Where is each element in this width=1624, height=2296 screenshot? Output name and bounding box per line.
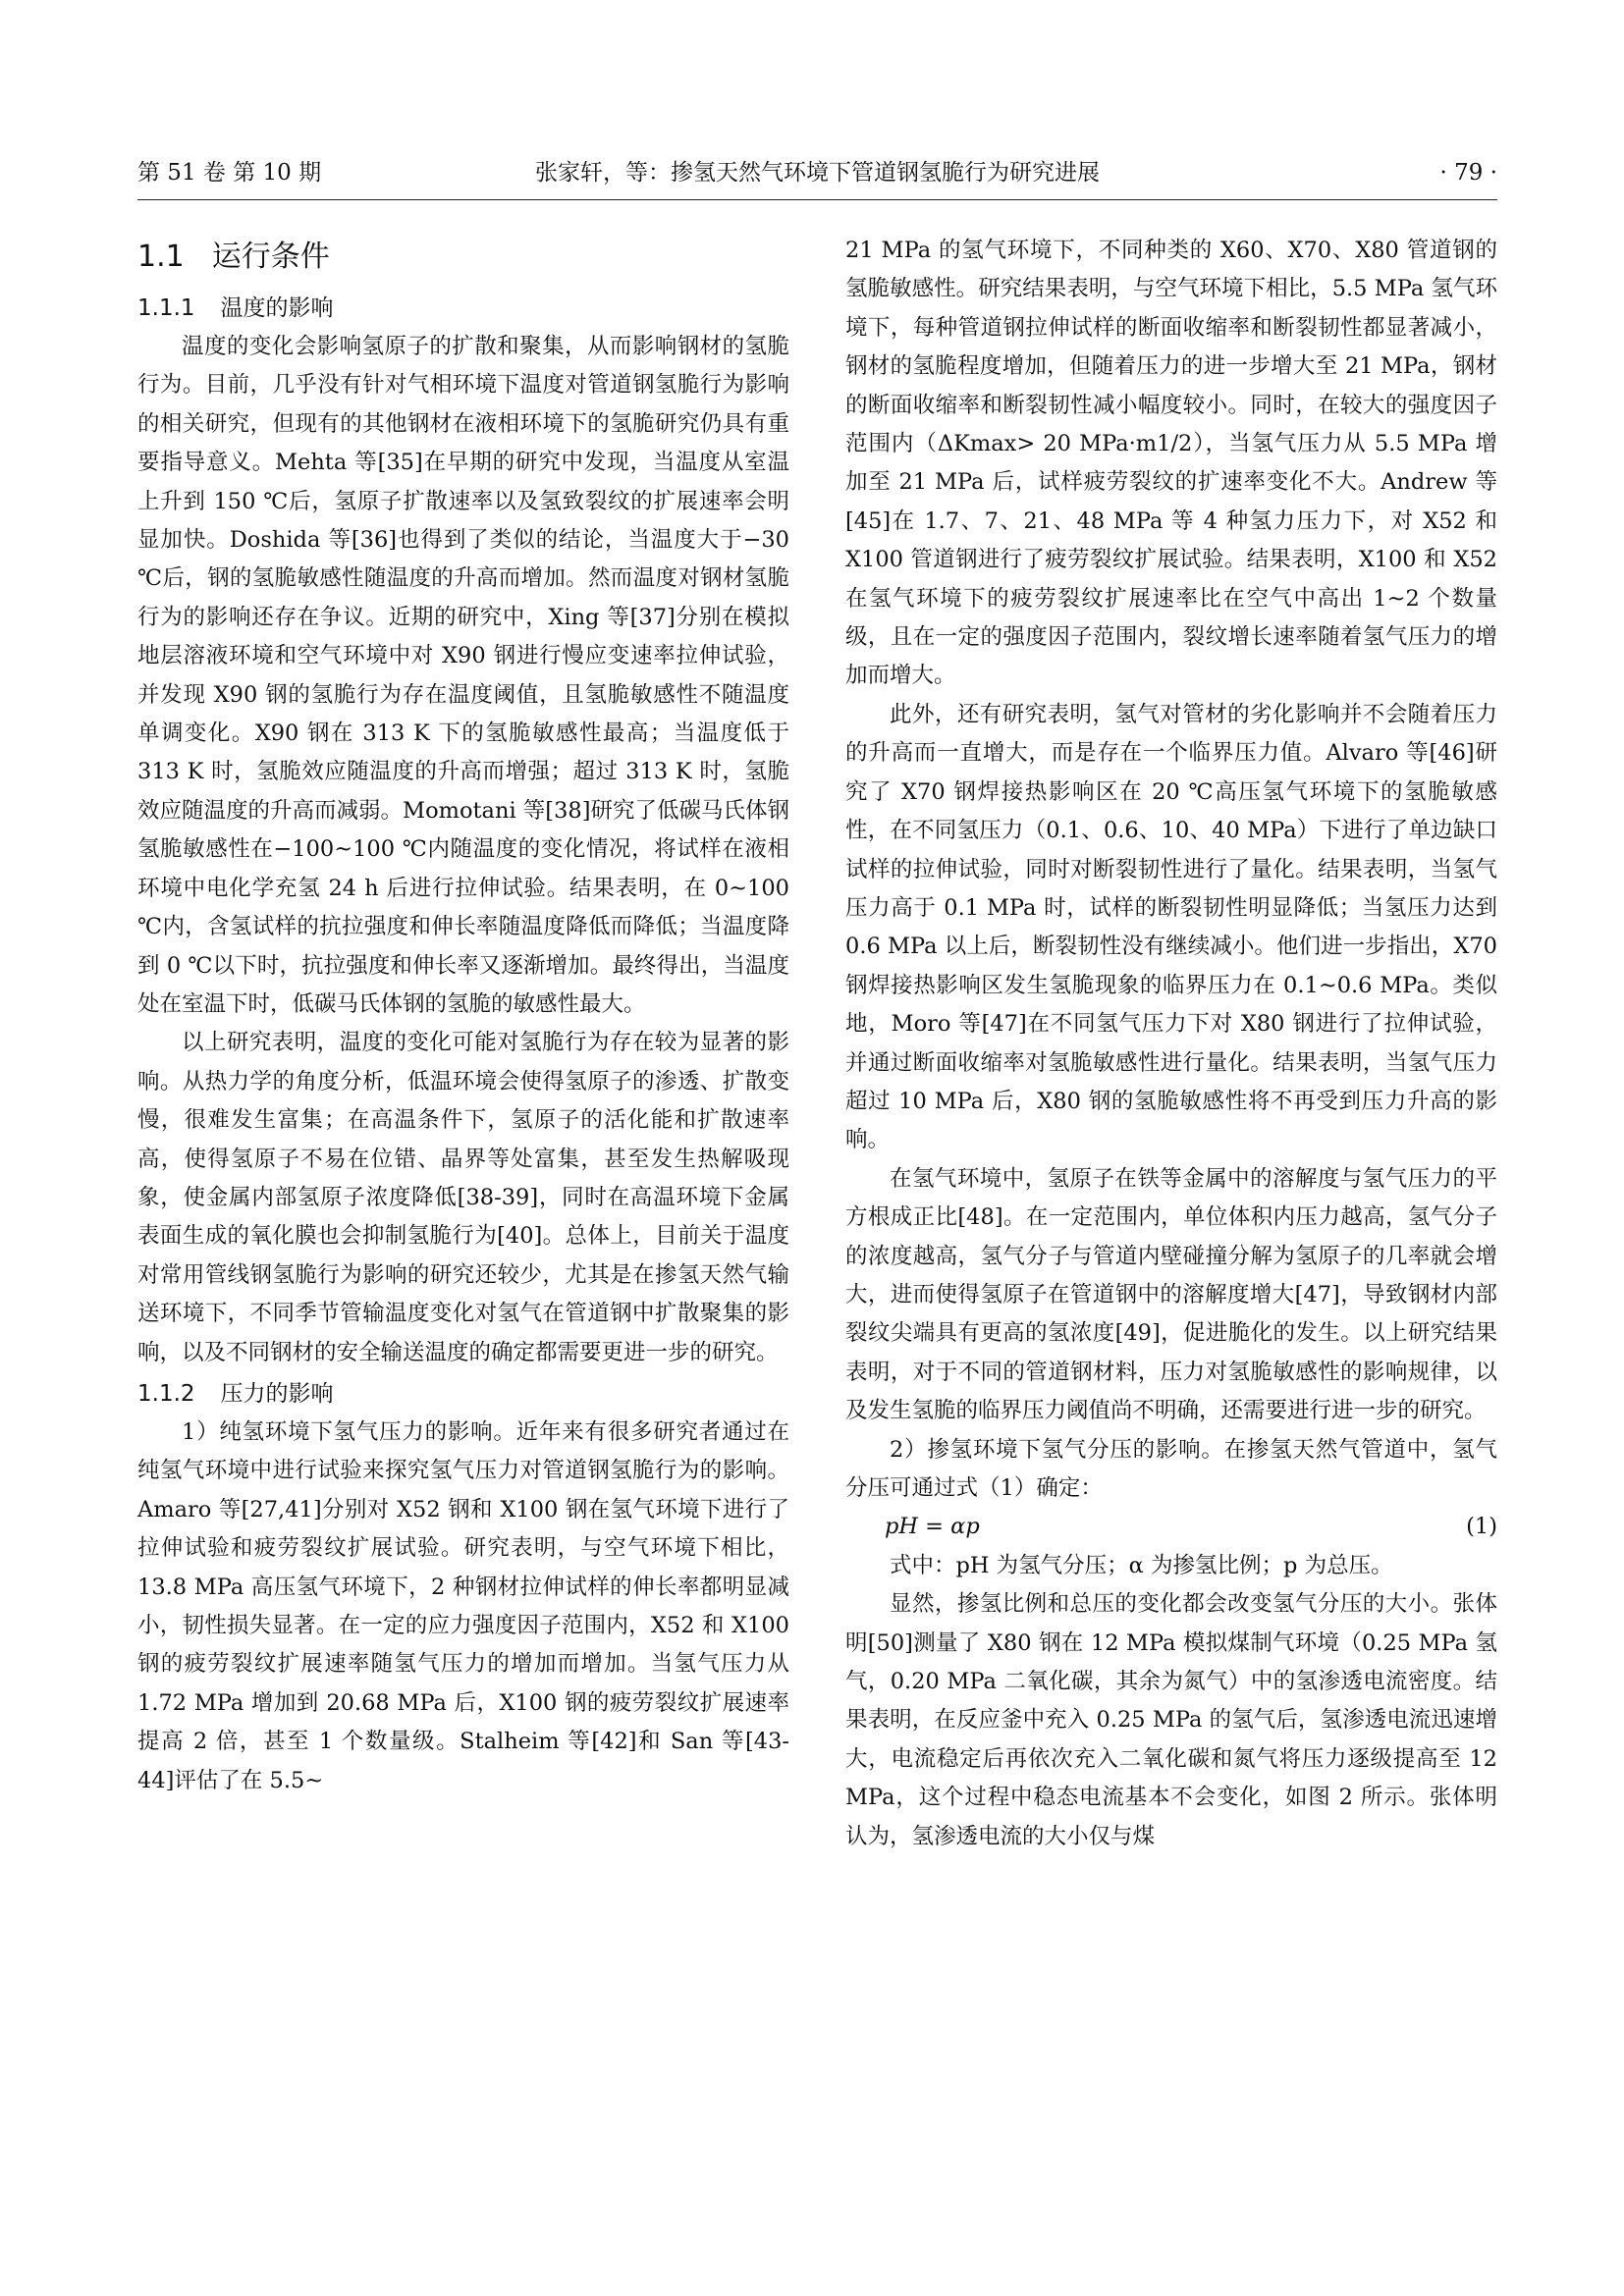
section-number: 1.1 [137, 240, 185, 274]
equation-number: (1) [1466, 1514, 1497, 1540]
paragraph-pressure-3: 在氢气环境中，氢原子在铁等金属中的溶解度与氢气压力的平方根成正比[48]。在一定范围内，单位体积内压力越高，氢气分子的浓度越高，氢气分子与管道内壁碰撞分解为氢原子的几率就会增大，进而使得氢原子在管道钢中的溶解度增大[47]，导致钢材内部裂纹尖端具有更高的氢浓度[49]，促进脆化的发生。以上研究结果表明，对于不同的管道钢材料，压力对氢脆敏感性的影响规律，以及发生氢脆的临界压力阈值尚不明确，还需要进行进一步的研究。 [845, 1165, 1497, 1424]
subsection-title: 压力的影响 [220, 1380, 334, 1407]
section-heading [137, 234, 789, 281]
paragraph-pressure-1-cont: 21 MPa 的氢气环境下，不同种类的 X60、X70、X80 管道钢的氢脆敏感性。研究结果表明，与空气环境下相比，5.5 MPa 氢气环境下，每种管道钢拉伸试样的断面收缩率和断裂韧性都显著减小，钢材的氢脆程度增加，但随着压力的进一步增大至 21 MPa，钢材的断面收缩率和断裂韧性减小幅度较小。同时，在较大的强度因子范围内（ΔKmax> 20 MPa·m1/2），当氢气压力从 5.5 MPa 增加至 21 MPa 后，试样疲劳裂纹的扩速率变化不大。Andrew 等[45]在 1.7、7、21、48 MPa 等 4 种氢力压力下，对 X52 和 X100 管道钢进行了疲劳裂纹扩展试验。结果表明，X100 和 X52 在氢气环境下的疲劳裂纹扩展速率比在空气中高出 1~2 个数量级，且在一定的强度因子范围内，裂纹增长速率随着氢气压力的增加而增大。 [845, 238, 1497, 689]
running-title: 张家轩，等：掺氢天然气环境下管道钢氢脆行为研究进展 [535, 160, 1100, 186]
right-column [845, 232, 1497, 1856]
paragraph-pressure-2: 此外，还有研究表明，氢气对管材的劣化影响并不会随着压力的升高而一直增大，而是存在一个临界压力值。Alvaro 等[46]研究了 X70 钢焊接热影响区在 20 ℃高压氢气环境下的氢脆敏感性，在不同氢压力（0.1、0.6、10、40 MPa）下进行了单边缺口试样的拉伸试验，同时对断裂韧性进行了量化。结果表明，当氢气压力高于 0.1 MPa 时，试样的断裂韧性明显降低；当氢压力达到 0.6 MPa 以上后，断裂韧性没有继续减小。他们进一步指出，X70 钢焊接热影响区发生氢脆现象的临界压力在 0.1~0.6 MPa。类似地，Moro 等[47]在不同氢气压力下对 X80 钢进行了拉伸试验，并通过断面收缩率对氢脆敏感性进行量化。结果表明，当氢气压力超过 10 MPa 后，X80 钢的氢脆敏感性将不再受到压力升高的影响。 [845, 701, 1497, 1153]
paragraph-pressure-4: 2）掺氢环境下氢气分压的影响。在掺氢天然气管道中，氢气分压可通过式（1）确定： [845, 1436, 1497, 1501]
subsection-number: 1.1.2 [137, 1380, 195, 1407]
left-column [137, 234, 789, 1800]
section-title: 运行条件 [211, 240, 330, 274]
page-header [137, 155, 1497, 190]
subsection-number: 1.1.1 [137, 295, 195, 321]
subsection-heading-temperature [137, 289, 789, 328]
page-number: · 79 · [1439, 160, 1497, 186]
journal-issue: 第 51 卷 第 10 期 [137, 160, 322, 186]
paragraph-temperature-1: 温度的变化会影响氢原子的扩散和聚集，从而影响钢材的氢脆行为。目前，几乎没有针对气相环境下温度对管道钢氢脆行为影响的相关研究，但现有的其他钢材在液相环境下的氢脆研究仍具有重要指导意义。Mehta 等[35]在早期的研究中发现，当温度从室温上升到 150 ℃后，氢原子扩散速率以及氢致裂纹的扩展速率会明显加快。Doshida 等[36]也得到了类似的结论，当温度大于−30 ℃后，钢的氢脆敏感性随温度的升高而增加。然而温度对钢材氢脆行为的影响还存在争议。近期的研究中，Xing 等[37]分别在模拟地层溶液环境和空气环境中对 X90 钢进行慢应变速率拉伸试验，并发现 X90 钢的氢脆行为存在温度阈值，且氢脆敏感性不随温度单调变化。X90 钢在 313 K 下的氢脆敏感性最高；当温度低于 313 K 时，氢脆效应随温度的升高而增强；超过 313 K 时，氢脆效应随温度的升高而减弱。Momotani 等[38]研究了低碳马氏体钢氢脆敏感性在−100~100 ℃内随温度的变化情况，将试样在液相环境中电化学充氢 24 h 后进行拉伸试验。结果表明，在 0~100 ℃内，含氢试样的抗拉强度和伸长率随温度降低而降低；当温度降到 0 ℃以下时，抗拉强度和伸长率又逐渐增加。最终得出，当温度处在室温下时，低碳马氏体钢的氢脆的敏感性最大。 [137, 334, 789, 1017]
equation-note: 式中：pH 为氢气分压；α 为掺氢比例；p 为总压。 [890, 1552, 1393, 1578]
subsection-heading-pressure [137, 1374, 789, 1414]
paragraph-temperature-2: 以上研究表明，温度的变化可能对氢脆行为存在较为显著的影响。从热力学的角度分析，低温环境会使得氢原子的渗透、扩散变慢，很难发生富集；在高温条件下，氢原子的活化能和扩散速率高，使得氢原子不易在位错、晶界等处富集，甚至发生热解吸现象，使金属内部氢原子浓度降低[38-39]，同时在高温环境下金属表面生成的氧化膜也会抑制氢脆行为[40]。总体上，目前关于温度对常用管线钢氢脆行为影响的研究还较少，尤其是在掺氢天然气输送环境下，不同季节管输温度变化对氢气在管道钢中扩散聚集的影响，以及不同钢材的安全输送温度的确定都需要更进一步的研究。 [137, 1030, 789, 1365]
paragraph-pressure-5: 显然，掺氢比例和总压的变化都会改变氢气分压的大小。张体明[50]测量了 X80 钢在 12 MPa 模拟煤制气环境（0.25 MPa 氢气，0.20 MPa 二氧化碳，其余为氮气）中的氢渗透电流密度。结果表明，在反应釜中充入 0.25 MPa 的氢气后，氢渗透电流迅速增大，电流稳定后再依次充入二氧化碳和氮气将压力逐级提高至 12 MPa，这个过程中稳态电流基本不会变化，如图 2 所示。张体明认为，氢渗透电流的大小仅与煤 [845, 1591, 1497, 1849]
paragraph-pressure-1: 1）纯氢环境下氢气压力的影响。近年来有很多研究者通过在纯氢气环境中进行试验来探究氢气压力对管道钢氢脆行为的影响。Amaro 等[27,41]分别对 X52 钢和 X100 钢在氢气环境下进行了拉伸试验和疲劳裂纹扩展试验。研究表明，与空气环境下相比，13.8 MPa 高压氢气环境下，2 种钢材拉伸试样的伸长率都明显减小，韧性损失显著。在一定的应力强度因子范围内，X52 和 X100 钢的疲劳裂纹扩展速率随氢气压力的增加而增加。当氢气压力从 1.72 MPa 增加到 20.68 MPa 后，X100 钢的疲劳裂纹扩展速率提高 2 倍，甚至 1 个数量级。Stalheim 等[42]和 San 等[43-44]评估了在 5.5~ [137, 1418, 789, 1793]
equation-1 [845, 1508, 1497, 1546]
equation-text: pH = αp [885, 1514, 980, 1540]
header-rule [137, 199, 1497, 200]
subsection-title: 温度的影响 [220, 295, 334, 321]
